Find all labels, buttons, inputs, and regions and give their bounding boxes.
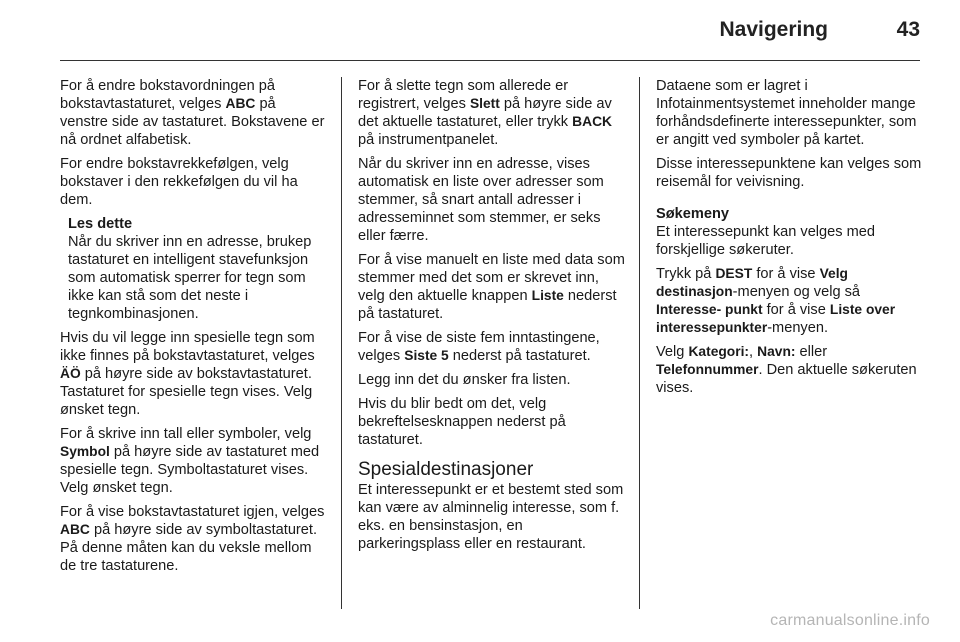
page-number: 43 — [896, 18, 920, 41]
paragraph — [358, 251, 626, 323]
text-run: på venstre side av tastaturet. Bokstavene er nå ordnet alfabetisk. — [60, 96, 325, 148]
ui-term: Telefonnummer — [656, 362, 759, 377]
subsection-heading: Søkemeny — [656, 206, 730, 222]
text-column-3 — [656, 77, 922, 403]
paragraph — [656, 265, 922, 337]
text-run: på instrumentpanelet. — [358, 132, 499, 148]
text-run: Hvis du vil legge inn spesielle tegn som ikke finnes på bokstavtastaturet, velges — [60, 330, 315, 364]
paragraph — [358, 481, 626, 553]
ui-term: Velg destinasjon — [656, 266, 848, 299]
paragraph — [358, 77, 626, 149]
text-run: Et interessepunkt er et bestemt sted som kan være av alminnelig interesse, som f. eks. en bensinstasjon, en parkeringsplass eller en restaurant. — [358, 482, 624, 552]
text-run: nederst på tastaturet. — [358, 288, 617, 322]
ui-term: Navn: — [757, 344, 796, 359]
column-divider-2 — [639, 77, 640, 609]
text-run: For å vise manuelt en liste med data som stemmer med det som er skrevet inn, velg den aktuelle knappen — [358, 252, 625, 304]
paragraph — [656, 343, 922, 397]
ui-term: Symbol — [60, 444, 110, 459]
paragraph — [60, 329, 326, 419]
text-run: for å vise — [752, 266, 820, 282]
section-heading: Spesialdestinasjoner — [358, 459, 534, 480]
paragraph — [60, 503, 326, 575]
text-run: -menyen og velg så — [732, 284, 861, 300]
text-column-2 — [358, 77, 626, 559]
text-run: Et interessepunkt kan velges med forskjellige søkeruter. — [656, 224, 876, 258]
text-run: på høyre side av tastaturet med spesielle tegn. Symboltastaturet vises. Velg ønsket tegn. — [60, 444, 320, 496]
ui-term: Interesse- punkt — [656, 302, 763, 317]
text-run: nederst på tastaturet. — [448, 348, 591, 364]
text-run: For endre bokstavrekkefølgen, velg bokstaver i den rekkefølgen du vil ha dem. — [60, 156, 298, 208]
text-run: -menyen. — [767, 320, 829, 336]
text-run: , — [749, 344, 758, 360]
ui-term: ABC — [60, 522, 90, 537]
ui-term: BACK — [572, 114, 612, 129]
paragraph — [60, 77, 326, 149]
text-run: på høyre side av bokstavtastaturet. Tastaturet for spesielle tegn vises. Velg ønsket tegn. — [60, 366, 313, 418]
ui-term: Liste over interessepunkter — [656, 302, 896, 335]
ui-term: ABC — [225, 96, 256, 111]
text-run: Trykk på — [656, 266, 716, 282]
text-run: Hvis du blir bedt om det, velg bekreftelsesknappen nederst på tastaturet. — [358, 396, 566, 448]
note-body — [68, 233, 326, 323]
ui-term: Slett — [469, 96, 500, 111]
text-run: . Den aktuelle søkeruten vises. — [656, 362, 917, 396]
text-run: For å vise de siste fem inntastingene, velges — [358, 330, 600, 364]
ui-term: DEST — [715, 266, 753, 281]
paragraph — [656, 155, 922, 191]
paragraph — [358, 371, 626, 389]
paragraph — [358, 395, 626, 449]
paragraph — [358, 155, 626, 245]
text-run: Velg — [656, 344, 689, 360]
paragraph — [60, 425, 326, 497]
column-divider-1 — [341, 77, 342, 609]
text-run: Når du skriver inn en adresse, vises automatisk en liste over adresser som stemmer, så snart antall adresser i adresseminnet som stemmer, er seks eller færre. — [358, 156, 604, 244]
text-run: for å vise — [762, 302, 830, 318]
text-run: Disse interessepunktene kan velges som reisemål for veivisning. — [656, 156, 922, 190]
note-heading: Les dette — [68, 216, 133, 232]
text-run: For å endre bokstavordningen på bokstavtastaturet, velges — [60, 78, 275, 112]
text-column-1 — [60, 77, 326, 581]
paragraph — [656, 223, 922, 259]
paragraph — [60, 155, 326, 209]
text-run: eller — [795, 344, 828, 360]
page-header-title: Navigering — [719, 18, 828, 41]
text-run: For å vise bokstavtastaturet igjen, velges — [60, 504, 325, 520]
text-run: Dataene som er lagret i Infotainmentsystemet inneholder mange forhåndsdefinerte interessepunkter, som er angitt ved symboler på kartet. — [656, 78, 917, 148]
text-run: For å skrive inn tall eller symboler, velg — [60, 426, 312, 442]
text-run: på høyre side av symboltastaturet. På denne måten kan du veksle mellom de tre tastaturene. — [60, 522, 318, 574]
text-run: For å slette tegn som allerede er registrert, velges — [358, 78, 569, 112]
header-rule — [60, 60, 920, 61]
text-run: på høyre side av det aktuelle tastaturet, eller trykk — [358, 96, 612, 130]
ui-term: ÄÖ — [60, 366, 81, 381]
ui-term: Kategori: — [688, 344, 750, 359]
text-run: Legg inn det du ønsker fra listen. — [358, 372, 571, 388]
ui-term: Siste 5 — [404, 348, 449, 363]
ui-term: Liste — [531, 288, 564, 303]
note-box — [60, 215, 326, 323]
paragraph — [656, 77, 922, 149]
watermark: carmanualsonline.info — [770, 612, 930, 629]
text-run: Når du skriver inn en adresse, brukeр tastaturet en intelligent stavefunksjon som automatisk sperrer for tegn som ikke kan stå som det neste i tegnkombinasjonen. — [68, 234, 312, 322]
paragraph — [358, 329, 626, 365]
